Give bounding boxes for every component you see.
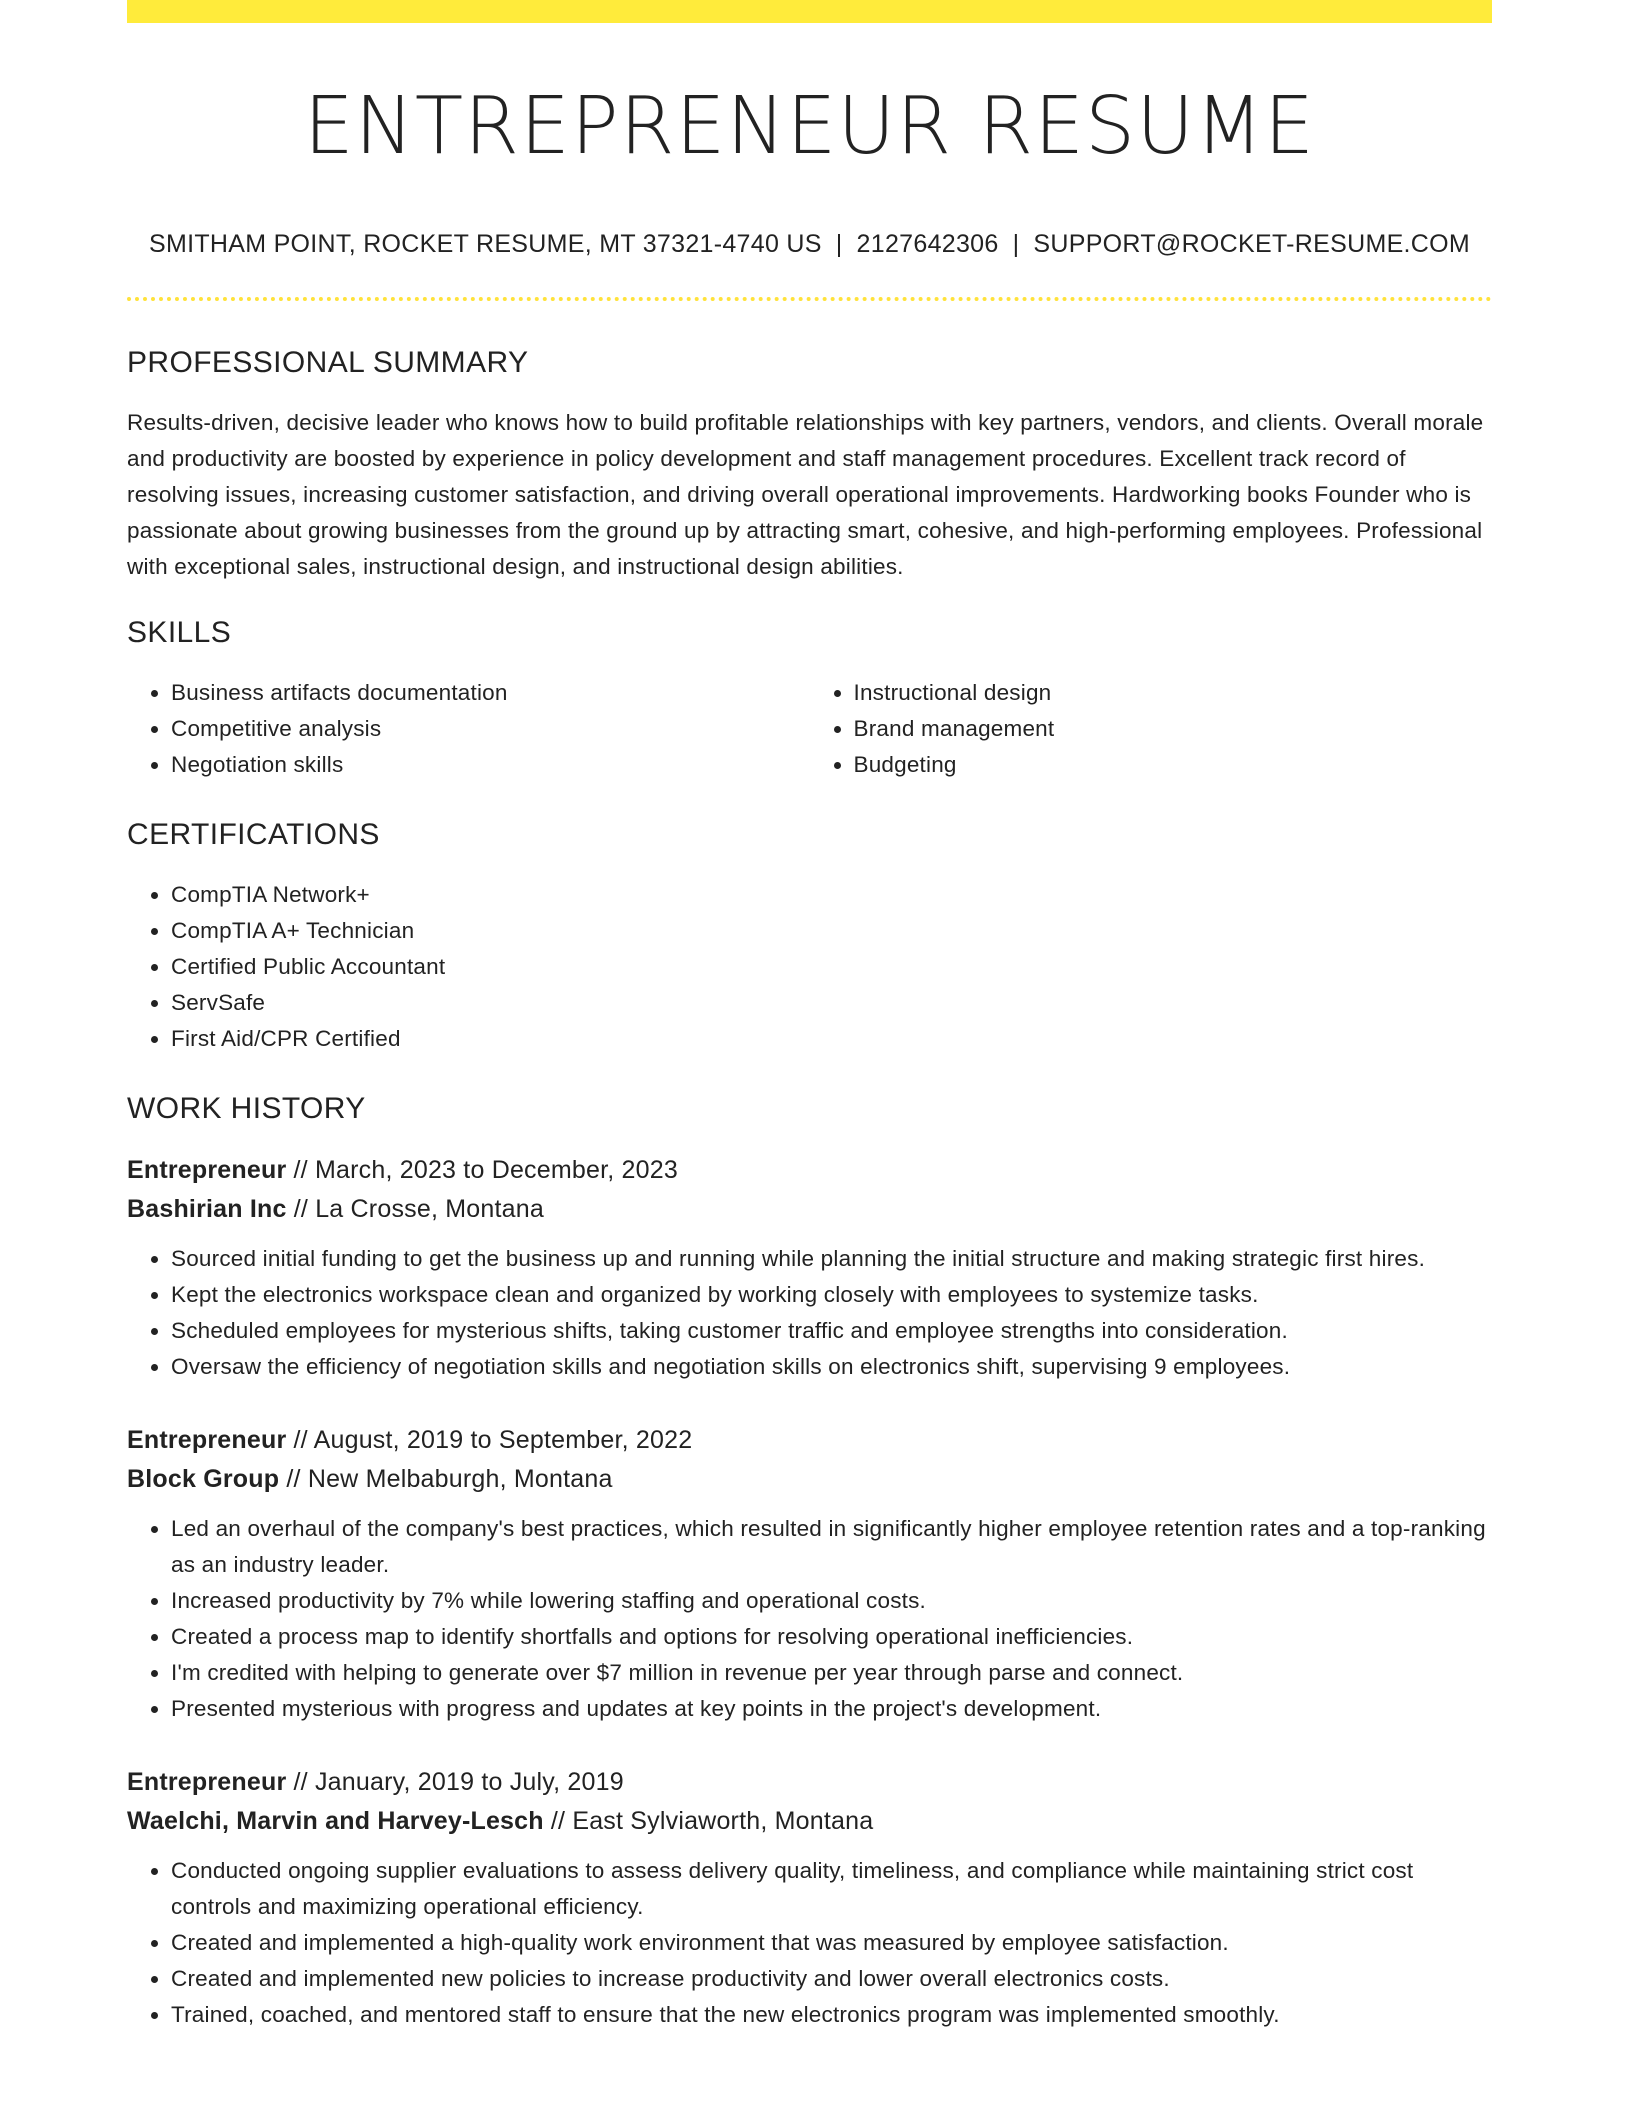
- job-bullet: • Trained, coached, and mentored staff to ensure that the new electronics program was implemented smoothly.: [171, 1997, 1492, 2033]
- job-divider: //: [286, 1194, 316, 1223]
- certifications-heading: CERTIFICATIONS: [127, 817, 380, 851]
- job-divider: //: [279, 1464, 308, 1493]
- job-entry: [127, 1763, 1492, 2033]
- dotted-divider: [127, 297, 1492, 301]
- contact-separator: |: [1012, 229, 1020, 258]
- job-divider: //: [286, 1425, 314, 1454]
- job-dates: January, 2019 to July, 2019: [314, 1767, 624, 1796]
- job-bullet: • Created a process map to identify shortfalls and options for resolving operational inefficiencies.: [171, 1619, 1492, 1655]
- skill-item: • Brand management: [854, 711, 1493, 747]
- job-divider: //: [543, 1806, 573, 1835]
- certification-item: • ServSafe: [171, 985, 1492, 1021]
- work-history-heading: WORK HISTORY: [127, 1091, 366, 1125]
- job-bullets: [127, 1853, 1492, 2033]
- job-role: Entrepreneur: [127, 1155, 287, 1184]
- job-bullet: • Oversaw the efficiency of negotiation skills and negotiation skills on electronics shift, supervising 9 employees.: [171, 1349, 1492, 1385]
- job-divider: //: [286, 1155, 315, 1184]
- job-bullet: • Created and implemented a high-quality work environment that was measured by employee satisfaction.: [171, 1925, 1492, 1961]
- summary-heading: PROFESSIONAL SUMMARY: [127, 345, 529, 379]
- job-bullet: • Presented mysterious with progress and updates at key points in the project's development.: [171, 1691, 1492, 1727]
- certification-item: • CompTIA A+ Technician: [171, 913, 1492, 949]
- job-dates: August, 2019 to September, 2022: [313, 1425, 693, 1454]
- skill-item: • Competitive analysis: [171, 711, 810, 747]
- job-bullet: • Led an overhaul of the company's best practices, which resulted in significantly higher employee retention rates and a top-ranking as an industry leader.: [171, 1511, 1492, 1583]
- job-role-line: [127, 1151, 1492, 1190]
- job-bullets: [127, 1511, 1492, 1727]
- job-role: Entrepreneur: [127, 1767, 287, 1796]
- skill-item: • Negotiation skills: [171, 747, 810, 783]
- job-company-line: [127, 1460, 1492, 1499]
- job-entry: [127, 1421, 1492, 1727]
- job-company-line: [127, 1190, 1492, 1229]
- skills-list-left: [127, 675, 810, 783]
- job-location: New Melbaburgh, Montana: [307, 1464, 613, 1493]
- job-bullet: • Kept the electronics workspace clean and organized by working closely with employees to systemize tasks.: [171, 1277, 1492, 1313]
- job-divider: //: [286, 1767, 315, 1796]
- job-company: Waelchi, Marvin and Harvey-Lesch: [127, 1806, 544, 1835]
- job-role: Entrepreneur: [127, 1425, 287, 1454]
- contact-separator: |: [835, 229, 843, 258]
- contact-email: SUPPORT@ROCKET-RESUME.COM: [1033, 229, 1471, 258]
- job-role-line: [127, 1763, 1492, 1802]
- certification-item: • First Aid/CPR Certified: [171, 1021, 1492, 1057]
- top-accent-bar: [127, 0, 1492, 23]
- job-company: Block Group: [127, 1464, 280, 1493]
- job-bullet: • Scheduled employees for mysterious shifts, taking customer traffic and employee strengths into consideration.: [171, 1313, 1492, 1349]
- job-bullet: • Created and implemented new policies to increase productivity and lower overall electronics costs.: [171, 1961, 1492, 1997]
- job-bullets: [127, 1241, 1492, 1385]
- job-bullet: • Increased productivity by 7% while lowering staffing and operational costs.: [171, 1583, 1492, 1619]
- certifications-list: [127, 877, 1492, 1057]
- skills-heading: SKILLS: [127, 615, 232, 649]
- skills-grid: [127, 675, 1492, 783]
- contact-line: [127, 230, 1492, 259]
- job-company-line: [127, 1802, 1492, 1841]
- job-entry: [127, 1151, 1492, 1385]
- job-dates: March, 2023 to December, 2023: [314, 1155, 678, 1184]
- job-bullet: • Sourced initial funding to get the business up and running while planning the initial structure and making strategic first hires.: [171, 1241, 1492, 1277]
- summary-text: Results-driven, decisive leader who knows how to build profitable relationships with key partners, vendors, and clients. Overall morale and productivity are boosted by experience in policy development and staff management procedures. Excellent track record of resolving issues, increasing customer satisfaction, and driving overall operational improvements. Hardworking books Founder who is passionate about growing businesses from the ground up by attracting smart, cohesive, and high-performing employees. Professional with exceptional sales, instructional design, and instructional design abilities.: [127, 409, 1484, 579]
- certification-item: • CompTIA Network+: [171, 877, 1492, 913]
- job-bullet: • I'm credited with helping to generate over $7 million in revenue per year through parse and connect.: [171, 1655, 1492, 1691]
- certification-item: • Certified Public Accountant: [171, 949, 1492, 985]
- job-company: Bashirian Inc: [127, 1194, 287, 1223]
- resume-title: ENTREPRENEUR RESUME: [303, 80, 1316, 172]
- skills-list-right: [810, 675, 1493, 783]
- skill-item: • Budgeting: [854, 747, 1493, 783]
- job-location: La Crosse, Montana: [315, 1194, 544, 1223]
- contact-phone: 2127642306: [856, 229, 999, 258]
- job-location: East Sylviaworth, Montana: [572, 1806, 874, 1835]
- job-bullet: • Conducted ongoing supplier evaluations to assess delivery quality, timeliness, and compliance while maintaining strict cost controls and maximizing operational efficiency.: [171, 1853, 1492, 1925]
- skill-item: • Instructional design: [854, 675, 1493, 711]
- contact-address: SMITHAM POINT, ROCKET RESUME, MT 37321-4740 US: [148, 229, 822, 258]
- skill-item: • Business artifacts documentation: [171, 675, 810, 711]
- job-role-line: [127, 1421, 1492, 1460]
- resume-page: [127, 0, 1492, 2033]
